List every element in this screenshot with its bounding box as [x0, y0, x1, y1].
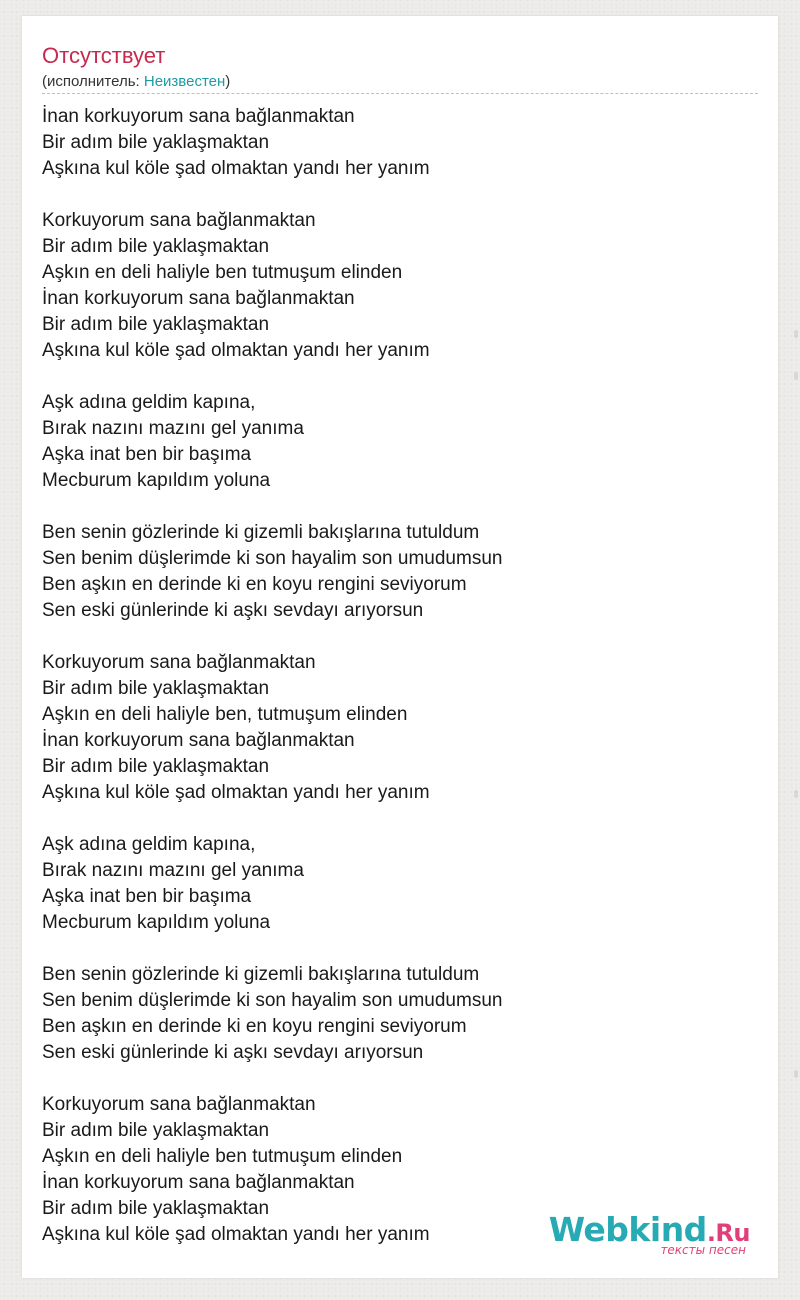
lyric-line: Ben senin gözlerinde ki gizemli bakışlarına tutuldum: [42, 522, 480, 543]
edge-decoration: [794, 790, 798, 798]
lyric-line: Korkuyorum sana bağlanmaktan: [42, 652, 316, 673]
lyric-line: Aşkın en deli haliyle ben tutmuşum elinden: [42, 262, 403, 283]
lyrics-stanza: [42, 390, 758, 494]
lyric-line: Aşkın en deli haliyle ben, tutmuşum elinden: [42, 704, 408, 725]
lyric-line: Aşkın en deli haliyle ben tutmuşum elinden: [42, 1146, 403, 1167]
lyric-line: Bir adım bile yaklaşmaktan: [42, 236, 270, 257]
lyric-line: İnan korkuyorum sana bağlanmaktan: [42, 1172, 355, 1193]
lyric-line: Ben aşkın en derinde ki en koyu rengini seviyorum: [42, 1016, 467, 1037]
lyric-line: Ben senin gözlerinde ki gizemli bakışlarına tutuldum: [42, 964, 480, 985]
edge-decoration: [794, 372, 798, 380]
lyric-line: İnan korkuyorum sana bağlanmaktan: [42, 106, 355, 127]
lyrics-stanza: [42, 208, 758, 364]
edge-decoration: [794, 330, 798, 338]
lyric-line: Bir adım bile yaklaşmaktan: [42, 756, 270, 777]
lyrics-stanza: [42, 520, 758, 624]
lyric-line: Korkuyorum sana bağlanmaktan: [42, 1094, 316, 1115]
lyric-line: Mecburum kapıldım yoluna: [42, 912, 271, 933]
lyric-line: Sen benim düşlerimde ki son hayalim son umudumsun: [42, 990, 503, 1011]
edge-decoration: [794, 1070, 798, 1078]
lyric-line: Aşk adına geldim kapına,: [42, 834, 256, 855]
lyrics-body: [42, 104, 758, 1248]
lyric-line: Bir adım bile yaklaşmaktan: [42, 1198, 270, 1219]
artist-link[interactable]: Неизвестен: [143, 73, 226, 90]
lyric-line: Aşk adına geldim kapına,: [42, 392, 256, 413]
logo-tagline: тексты песен: [660, 1243, 746, 1257]
lyric-line: Ben aşkın en derinde ki en koyu rengini seviyorum: [42, 574, 467, 595]
logo-tld: .Ru: [706, 1219, 750, 1247]
lyric-line: Sen eski günlerinde ki aşkı sevdayı arıyorsun: [42, 1042, 424, 1063]
lyric-line: Aşka inat ben bir başıma: [42, 444, 252, 465]
lyric-line: İnan korkuyorum sana bağlanmaktan: [42, 730, 355, 751]
lyric-line: Sen eski günlerinde ki aşkı sevdayı arıyorsun: [42, 600, 424, 621]
lyric-line: Bir adım bile yaklaşmaktan: [42, 1120, 270, 1141]
lyric-line: Aşkına kul köle şad olmaktan yandı her yanım: [42, 1224, 430, 1245]
lyric-line: Aşkına kul köle şad olmaktan yandı her yanım: [42, 340, 430, 361]
lyric-line: Aşkına kul köle şad olmaktan yandı her yanım: [42, 158, 430, 179]
lyric-line: Korkuyorum sana bağlanmaktan: [42, 210, 316, 231]
lyrics-stanza: [42, 832, 758, 936]
lyrics-stanza: [42, 962, 758, 1066]
webkind-logo: [550, 1212, 750, 1256]
lyric-line: Aşkına kul köle şad olmaktan yandı her yanım: [42, 782, 430, 803]
lyrics-card: [22, 16, 778, 1278]
artist-prefix: (исполнитель:: [42, 73, 144, 90]
song-title: Отсутствует: [42, 43, 166, 68]
lyric-line: Bir adım bile yaklaşmaktan: [42, 314, 270, 335]
logo-name: Webkind: [548, 1210, 707, 1249]
lyric-line: Bırak nazını mazını gel yanıma: [42, 860, 304, 881]
lyric-line: Bırak nazını mazını gel yanıma: [42, 418, 304, 439]
lyrics-stanza: [42, 650, 758, 806]
lyric-line: Sen benim düşlerimde ki son hayalim son umudumsun: [42, 548, 503, 569]
artist-suffix: ): [225, 73, 231, 90]
lyric-line: Mecburum kapıldım yoluna: [42, 470, 271, 491]
header-divider: [42, 93, 758, 94]
lyric-line: Bir adım bile yaklaşmaktan: [42, 132, 270, 153]
artist-line: [42, 73, 230, 91]
lyric-line: İnan korkuyorum sana bağlanmaktan: [42, 288, 355, 309]
lyric-line: Bir adım bile yaklaşmaktan: [42, 678, 270, 699]
lyric-line: Aşka inat ben bir başıma: [42, 886, 252, 907]
lyrics-stanza: [42, 104, 758, 182]
